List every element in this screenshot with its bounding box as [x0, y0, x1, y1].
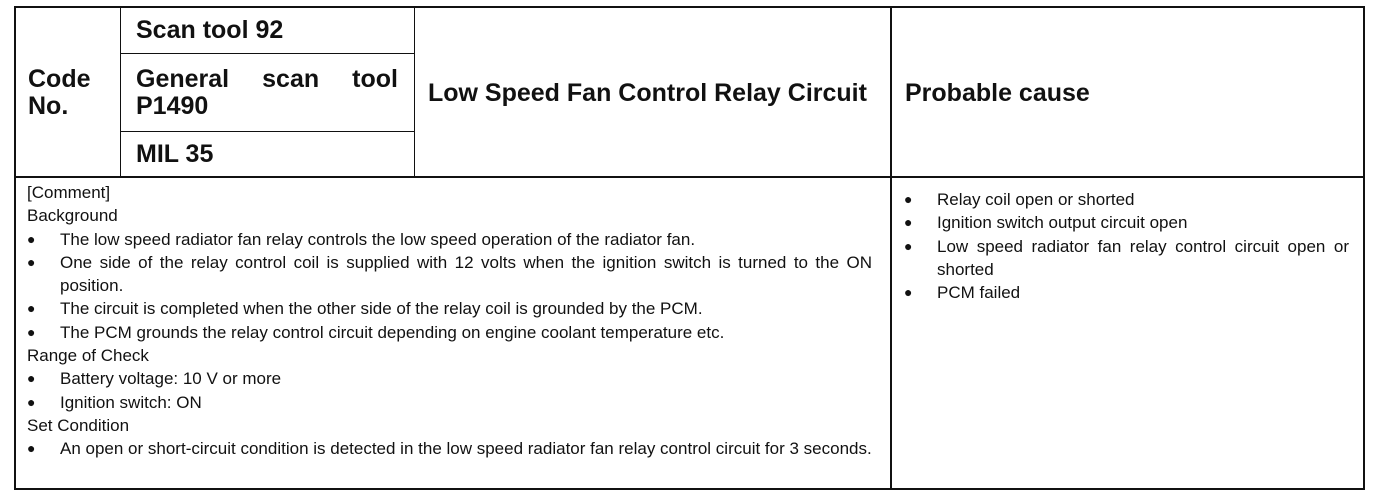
probable-cause-list: [890, 178, 1365, 304]
bullet-icon: ●: [27, 253, 36, 270]
list-item-text: One side of the relay control coil is supplied with 12 volts when the ignition switch is turned to the ON position.: [60, 252, 872, 296]
bullet-icon: ●: [904, 284, 913, 301]
bullet-icon: ●: [27, 440, 36, 457]
list-item: [27, 367, 880, 390]
cause-text: Relay coil open or shorted: [937, 190, 1135, 209]
cause-text: PCM failed: [937, 283, 1021, 303]
comment-label: [Comment]: [27, 183, 111, 202]
list-item: [904, 281, 1355, 304]
bullet-icon: ●: [904, 214, 913, 231]
diagnostic-code-table: [14, 6, 1365, 490]
general-scan-tool-code: P1490: [136, 91, 209, 120]
bullet-icon: ●: [27, 370, 36, 387]
general-scan-tool-label: General scan tool: [136, 64, 398, 93]
scan-tool-92-cell: [120, 8, 414, 53]
list-item: [904, 211, 1355, 234]
cause-text: Ignition switch output circuit open: [937, 213, 1188, 233]
code-number-header: [16, 8, 120, 178]
code-title-cell: [414, 8, 890, 178]
code-label: Code: [28, 65, 91, 93]
list-item-text: The low speed radiator fan relay controls the low speed operation of the radiator fan.: [60, 229, 696, 249]
list-item: [27, 297, 880, 320]
bullet-icon: ●: [904, 191, 913, 207]
list-item: [27, 251, 880, 298]
bullet-icon: ●: [904, 237, 913, 254]
list-item-text: The circuit is completed when the other side of the relay coil is grounded by the PCM.: [60, 299, 703, 319]
mil-cell: [120, 132, 414, 176]
comment-section: [16, 178, 890, 461]
bullet-icon: ●: [27, 323, 36, 340]
list-item: [27, 228, 880, 251]
list-item: [27, 391, 880, 414]
probable-cause-title: Probable cause: [905, 78, 1090, 107]
scan-tool-92: Scan tool 92: [136, 16, 284, 44]
no-label: No.: [28, 92, 69, 120]
range-heading: Range of Check: [27, 346, 149, 366]
bullet-icon: ●: [27, 300, 36, 317]
probable-cause-header: [890, 8, 1365, 178]
list-item: [27, 437, 880, 460]
list-item-text: Ignition switch: ON: [60, 392, 202, 412]
bullet-icon: ●: [27, 393, 36, 410]
set-condition-heading: Set Condition: [27, 415, 130, 435]
list-item-text: The PCM grounds the relay control circuit depending on engine coolant temperature etc.: [60, 322, 725, 342]
bullet-icon: ●: [27, 230, 36, 247]
general-scan-tool-cell: [120, 54, 414, 131]
cause-text: Low speed radiator fan relay control circuit open or shorted: [937, 236, 1349, 279]
background-heading: Background: [27, 206, 118, 226]
mil-code: MIL 35: [136, 139, 214, 168]
list-item-text: Battery voltage: 10 V or more: [60, 369, 282, 389]
list-item: [27, 321, 880, 344]
list-item-text: An open or short-circuit condition is detected in the low speed radiator fan relay control circuit for 3 seconds.: [60, 439, 872, 459]
list-item: [904, 188, 1355, 211]
list-item: [904, 235, 1355, 282]
code-title: Low Speed Fan Control Relay Circuit: [428, 78, 867, 107]
